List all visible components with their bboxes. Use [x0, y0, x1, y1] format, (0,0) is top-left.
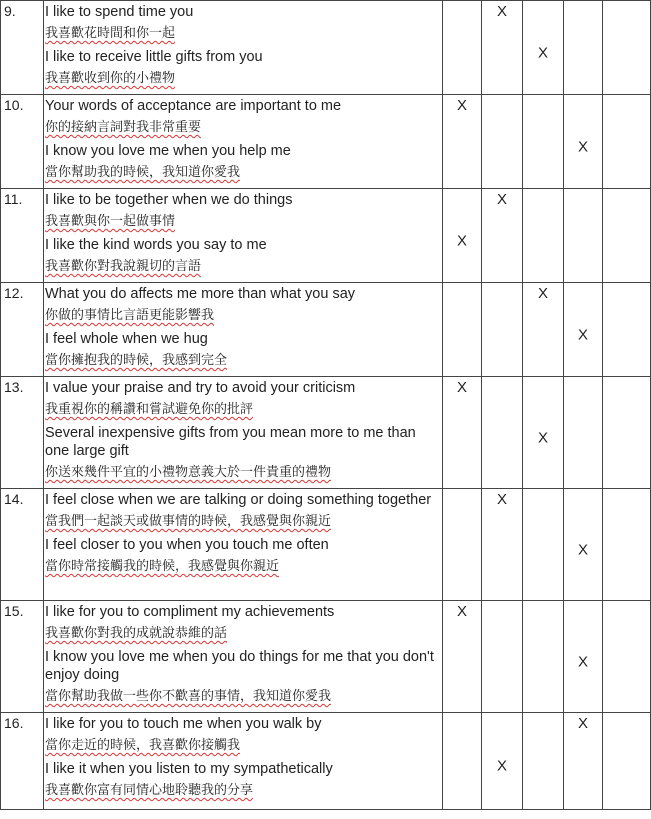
statement-a-english: Your words of acceptance are important to me [45, 98, 342, 114]
statement-b-english: Several inexpensive gifts from you mean more to me than one large gift [45, 425, 416, 459]
statement-b-chinese: 我喜歡你對我說親切的言語 [45, 259, 202, 274]
answer-mark-b: X [537, 44, 548, 62]
answer-mark-b: X [496, 757, 507, 775]
statement-b-chinese: 我喜歡你富有同情心地聆聽我的分享 [45, 783, 254, 798]
answer-column-3 [523, 377, 564, 489]
statement-b-chinese: 當你幫助我做一些你不歡喜的事情，我知道你愛我 [45, 689, 332, 704]
answer-column-1 [443, 95, 482, 189]
statement-b-english: I know you love me when you do things for me that you don't enjoy doing [45, 649, 434, 683]
statement-a-chinese: 我喜歡你對我的成就說恭維的話 [45, 626, 228, 641]
statement-b-chinese: 當你幫助我的時候，我知道你愛我 [45, 165, 241, 180]
statement-a-english: I like for you to compliment my achievements [45, 604, 335, 620]
statement-cell [44, 283, 443, 377]
statement-a-english: I value your praise and try to avoid your criticism [45, 380, 356, 396]
answer-column-1 [443, 713, 482, 810]
statement-b-english: I feel closer to you when you touch me often [45, 537, 329, 553]
row-number: 9. [1, 1, 44, 95]
table-row [1, 601, 651, 713]
answer-column-3 [523, 1, 564, 95]
row-number: 16. [1, 713, 44, 810]
answer-column-3 [523, 713, 564, 810]
statement-cell [44, 95, 443, 189]
statement-a-chinese: 我重視你的稱讚和嘗試避免你的批評 [45, 402, 254, 417]
answer-column-1 [443, 1, 482, 95]
answer-column-2 [482, 1, 523, 95]
statement-b-chinese: 當你擁抱我的時候，我感到完全 [45, 353, 228, 368]
answer-mark-b: X [577, 541, 588, 559]
answer-column-5 [603, 713, 651, 810]
answer-mark-a: X [456, 379, 467, 396]
answer-column-5 [603, 95, 651, 189]
answer-column-3 [523, 189, 564, 283]
answer-mark-a: X [537, 285, 548, 302]
answer-column-4 [564, 377, 603, 489]
answer-column-4 [564, 283, 603, 377]
answer-column-2 [482, 283, 523, 377]
row-number: 10. [1, 95, 44, 189]
answer-column-2 [482, 377, 523, 489]
answer-column-2 [482, 189, 523, 283]
table-row [1, 95, 651, 189]
statement-b-english: I like it when you listen to my sympathetically [45, 761, 333, 777]
table-row [1, 1, 651, 95]
answer-column-4 [564, 189, 603, 283]
statement-a-english: I like to be together when we do things [45, 192, 293, 208]
answer-column-3 [523, 95, 564, 189]
answer-column-5 [603, 489, 651, 601]
statement-a-chinese: 我喜歡花時間和你一起 [45, 26, 176, 41]
answer-column-4 [564, 713, 603, 810]
statement-b-chinese: 你送來幾件平宜的小禮物意義大於一件貴重的禮物 [45, 465, 332, 480]
row-number: 13. [1, 377, 44, 489]
statement-a-english: I like for you to touch me when you walk by [45, 716, 322, 732]
answer-mark-a: X [456, 97, 467, 114]
statement-b-english: I know you love me when you help me [45, 143, 291, 159]
statement-a-english: What you do affects me more than what you say [45, 286, 356, 302]
answer-mark-a: X [456, 603, 467, 620]
answer-column-4 [564, 489, 603, 601]
answer-column-5 [603, 601, 651, 713]
statement-a-chinese: 我喜歡與你一起做事情 [45, 214, 176, 229]
statement-cell [44, 489, 443, 601]
answer-column-1 [443, 283, 482, 377]
answer-mark-a: X [496, 3, 507, 20]
answer-mark-b: X [577, 138, 588, 156]
answer-column-1 [443, 489, 482, 601]
answer-mark-b: X [456, 232, 467, 250]
answer-column-5 [603, 377, 651, 489]
answer-column-4 [564, 1, 603, 95]
row-number: 15. [1, 601, 44, 713]
statement-b-chinese: 我喜歡收到你的小禮物 [45, 71, 176, 86]
statement-b-english: I feel whole when we hug [45, 331, 208, 347]
statement-cell [44, 601, 443, 713]
statement-cell [44, 1, 443, 95]
statement-cell [44, 189, 443, 283]
answer-mark-a: X [496, 491, 507, 508]
answer-column-3 [523, 489, 564, 601]
answer-column-1 [443, 601, 482, 713]
table-row [1, 189, 651, 283]
row-number: 14. [1, 489, 44, 601]
answer-mark-b: X [577, 326, 588, 344]
answer-mark-a: X [496, 191, 507, 208]
answer-column-5 [603, 283, 651, 377]
answer-column-4 [564, 601, 603, 713]
answer-column-2 [482, 601, 523, 713]
answer-column-4 [564, 95, 603, 189]
statement-a-chinese: 當我們一起談天或做事情的時候，我感覺與你親近 [45, 514, 332, 529]
answer-mark-b: X [577, 653, 588, 671]
answer-column-3 [523, 283, 564, 377]
table-row [1, 283, 651, 377]
answer-column-2 [482, 95, 523, 189]
answer-column-1 [443, 189, 482, 283]
answer-column-5 [603, 1, 651, 95]
row-number: 11. [1, 189, 44, 283]
row-number: 12. [1, 283, 44, 377]
answer-column-2 [482, 489, 523, 601]
statement-a-chinese: 當你走近的時候，我喜歡你接觸我 [45, 738, 241, 753]
statement-a-english: I like to spend time you [45, 4, 194, 20]
table-row [1, 377, 651, 489]
statement-b-english: I like to receive little gifts from you [45, 49, 263, 65]
statement-a-chinese: 你的接納言詞對我非常重要 [45, 120, 202, 135]
table-row [1, 713, 651, 810]
answer-mark-a: X [577, 715, 588, 732]
statement-b-english: I like the kind words you say to me [45, 237, 267, 253]
statement-cell [44, 713, 443, 810]
answer-mark-b: X [537, 429, 548, 447]
statement-b-chinese: 當你時常接觸我的時候，我感覺與你親近 [45, 559, 280, 574]
answer-column-2 [482, 713, 523, 810]
table-row [1, 489, 651, 601]
answer-column-1 [443, 377, 482, 489]
statement-a-english: I feel close when we are talking or doing something together [45, 492, 432, 508]
statement-cell [44, 377, 443, 489]
answer-column-3 [523, 601, 564, 713]
answer-column-5 [603, 189, 651, 283]
questionnaire-body [1, 1, 651, 810]
statement-a-chinese: 你做的事情比言語更能影響我 [45, 308, 215, 323]
